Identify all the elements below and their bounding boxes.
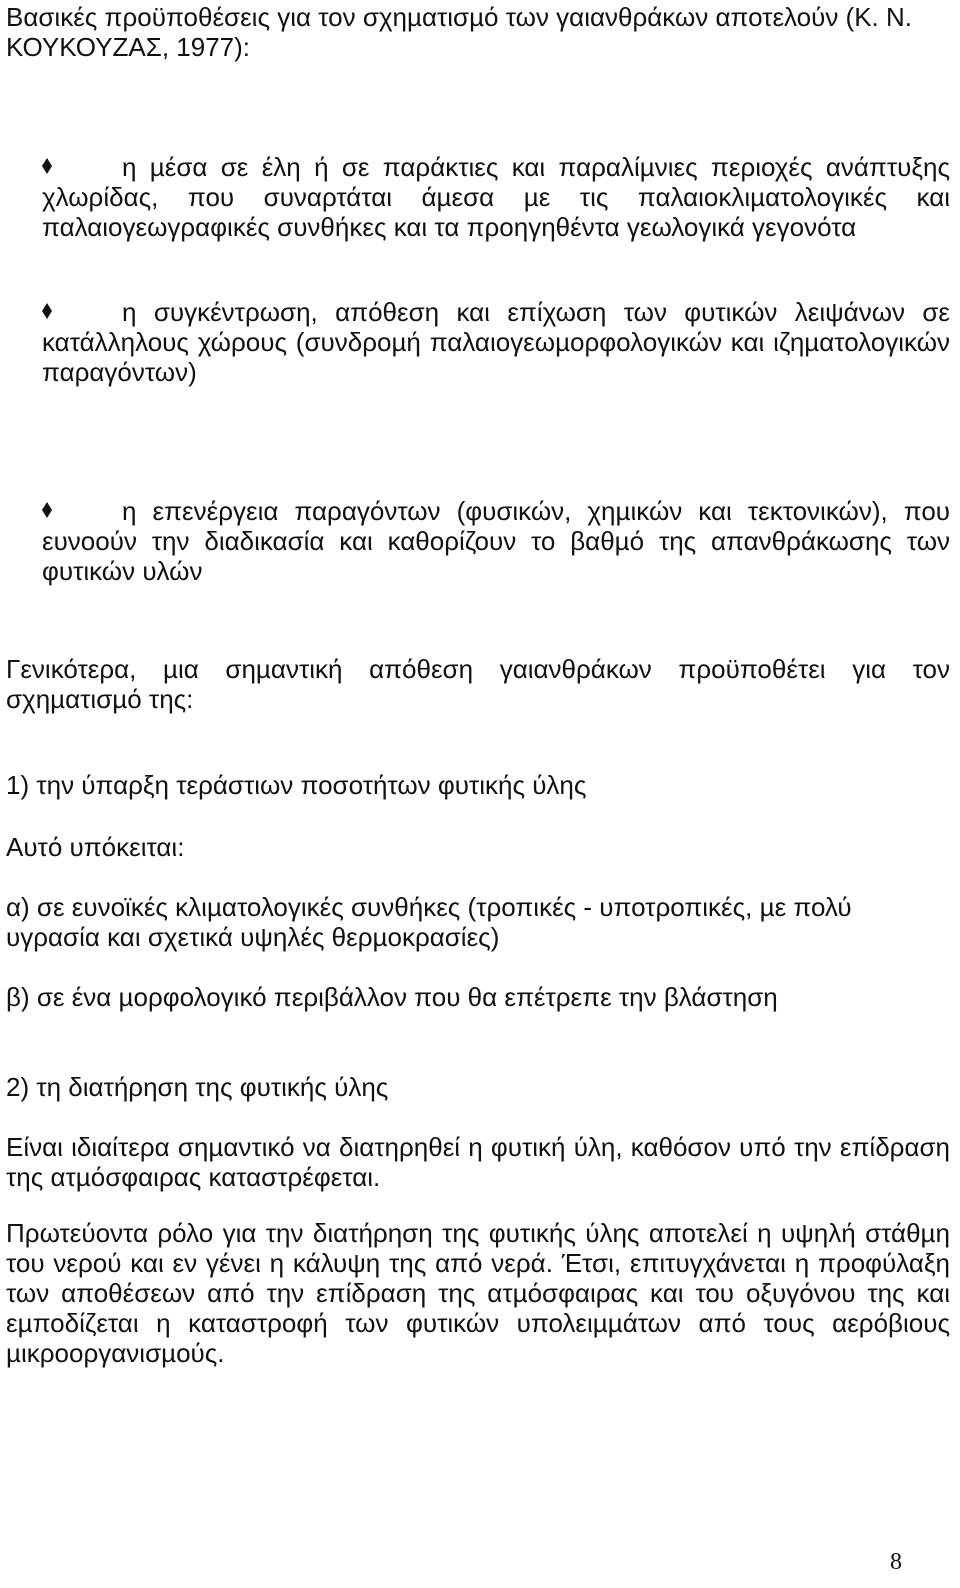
bullet-text: η µέσα σε έλη ή σε παράκτιες και παραλίµνιες περιοχές ανάπτυξης χλωρίδας, που συναρτάται άµεσα µε τις παλαιοκλιµατολογικές και παλαιογεωγραφικές συνθήκες και τα προηγηθέντα γεωλογικά γεγονότα <box>42 152 950 242</box>
general-paragraph: Γενικότερα, µια σηµαντική απόθεση γαιανθράκων προϋποθέτει για τον σχηµατισµό της: <box>6 654 950 714</box>
bullet-text: η επενέργεια παραγόντων (φυσικών, χηµικών και τεκτονικών), που ευνοούν την διαδικασία και καθορίζουν το βαθµό της απανθράκωσης των φυτικών υλών <box>42 496 950 586</box>
item-a-paragraph: α) σε ευνοϊκές κλιµατολογικές συνθήκες (τροπικές - υποτροπικές, µε πολύ υγρασία και σχετικά υψηλές θερµοκρασίες) <box>6 892 852 952</box>
item-b-paragraph: β) σε ένα µορφολογικό περιβάλλον που θα επέτρεπε την βλάστηση <box>6 982 778 1012</box>
item-2-heading: 2) τη διατήρηση της φυτικής ύλης <box>6 1072 389 1102</box>
item-1-heading: 1) την ύπαρξη τεράστιων ποσοτήτων φυτικής ύλης <box>6 770 587 800</box>
page-number: 8 <box>890 1549 902 1575</box>
preservation-paragraph: Είναι ιδιαίτερα σηµαντικό να διατηρηθεί η φυτική ύλη, καθόσον υπό την επίδραση της ατµόσφαιρας καταστρέφεται. <box>6 1132 950 1192</box>
water-level-paragraph: Πρωτεύοντα ρόλο για την διατήρηση της φυτικής ύλης αποτελεί η υψηλή στάθµη του νερού και εν γένει η κάλυψη της από νερά. Έτσι, επιτυγχάνεται η προφύλαξη των αποθέσεων από την επίδραση της ατµόσφαιρας και του οξυγόνου της και εµποδίζεται η καταστροφή των φυτικών υπολειµµάτων από τους αερόβιους µικροοργανισµούς. <box>6 1218 950 1368</box>
subject-line: Αυτό υπόκειται: <box>6 832 185 862</box>
intro-paragraph: Βασικές προϋποθέσεις για τον σχηµατισµό των γαιανθράκων αποτελούν (Κ. Ν. ΚΟΥΚΟΥΖΑΣ, 1977): <box>6 2 913 62</box>
bullet-item-2 <box>42 297 950 387</box>
bullet-item-1 <box>42 152 950 242</box>
bullet-text: η συγκέντρωση, απόθεση και επίχωση των φυτικών λειψάνων σε κατάλληλους χώρους (συνδροµή παλαιογεωµορφολογικών και ιζηµατολογικών παραγόντων) <box>42 297 950 387</box>
bullet-item-3 <box>42 496 950 586</box>
